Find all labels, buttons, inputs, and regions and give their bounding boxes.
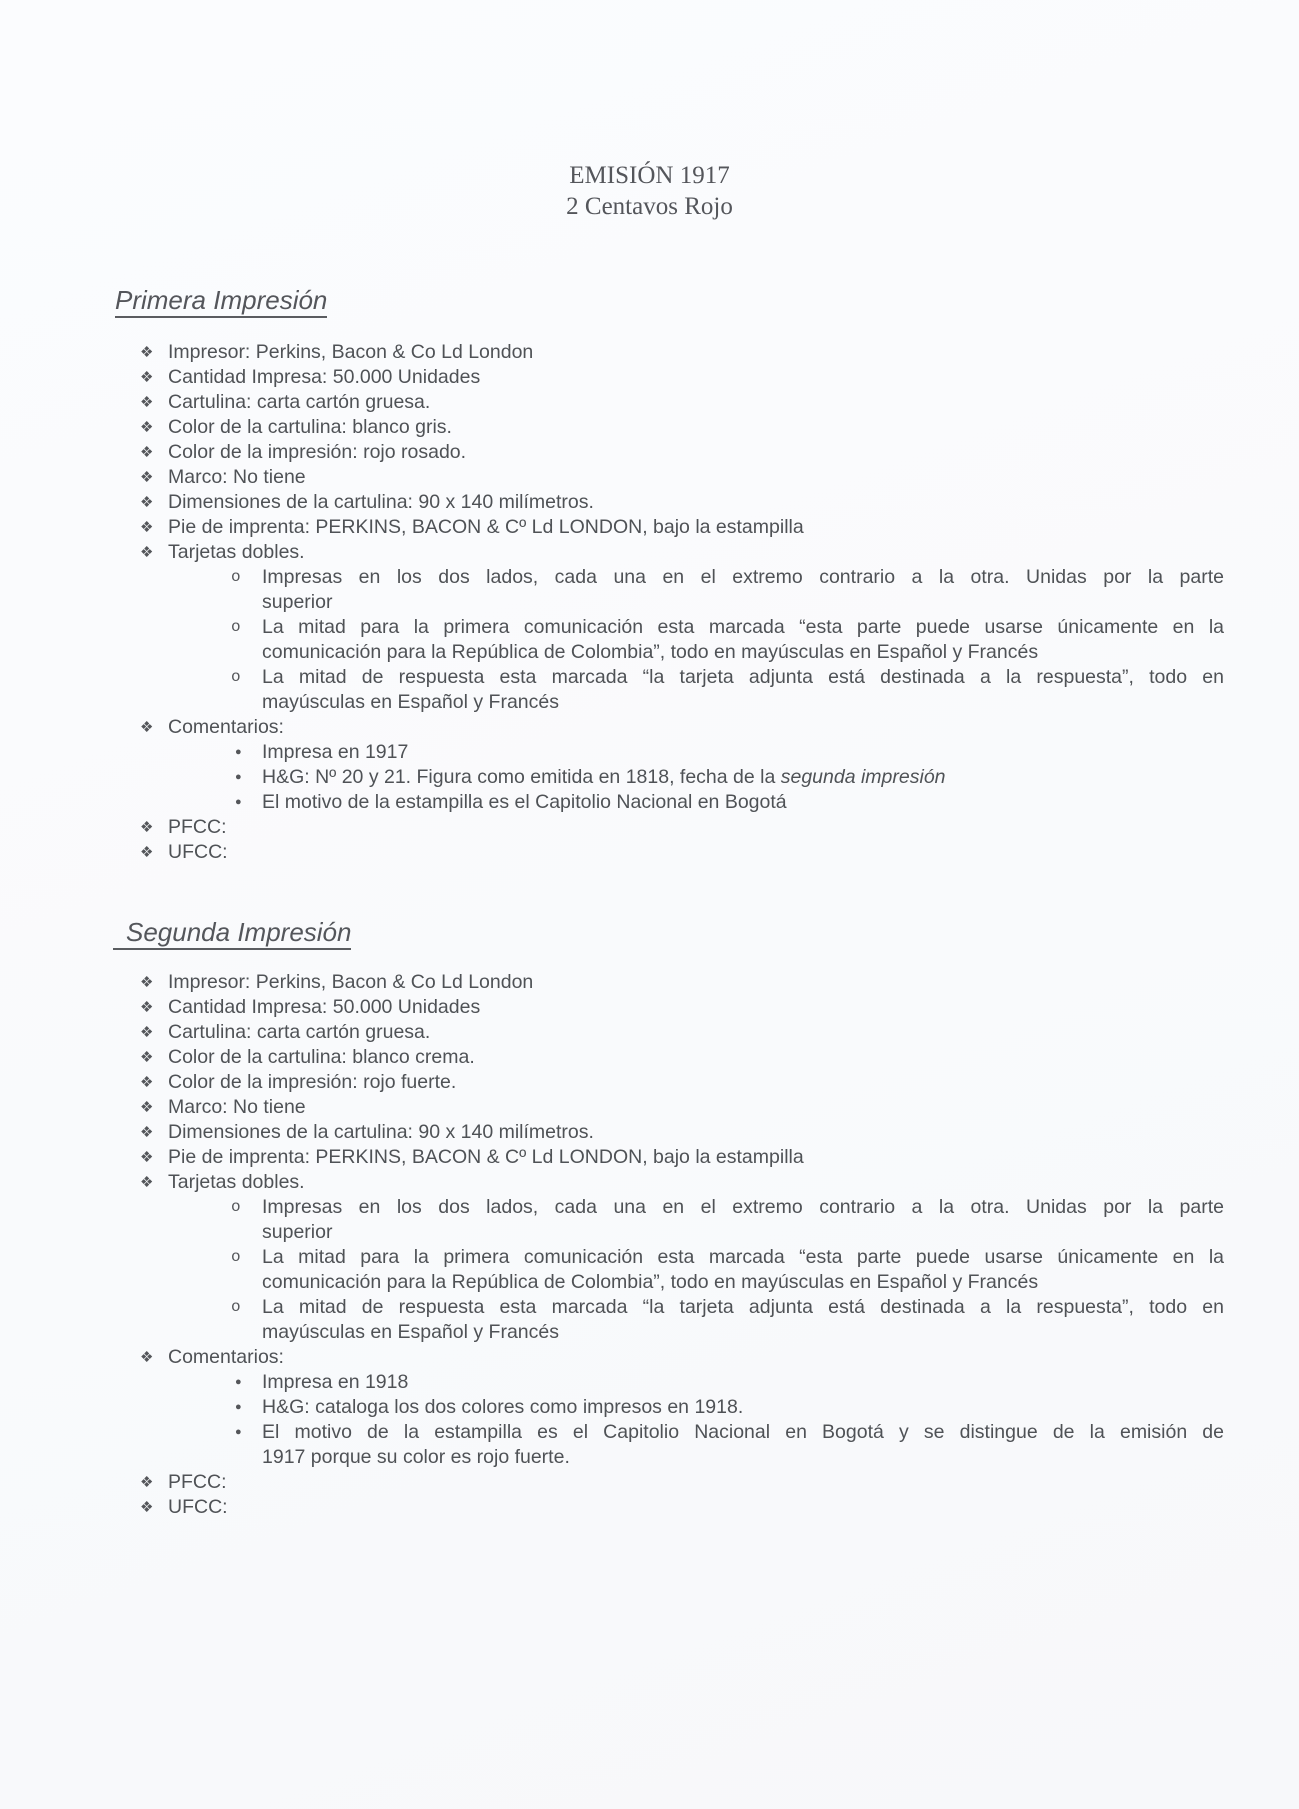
- list-item-text: Impresas en los dos lados, cada una en el extremo contrario a la otra. Unidas por la parte: [262, 1196, 1224, 1218]
- bullet-dot-icon: ●: [235, 1426, 242, 1438]
- list-item: [0, 1170, 1299, 1195]
- list-item: [0, 1045, 1299, 1070]
- list-item: [0, 970, 1299, 995]
- list-item-text: El motivo de la estampilla es el Capitolio Nacional en Bogotá: [262, 791, 787, 813]
- list-item: [0, 540, 1299, 565]
- list-item: [0, 840, 1299, 865]
- list-item: [0, 1370, 1299, 1395]
- bullet-dot-icon: ●: [235, 771, 242, 783]
- list-item-text: comunicación para la República de Colombia”, todo en mayúsculas en Español y Francés: [262, 1271, 1039, 1293]
- list-item-text: Cantidad Impresa: 50.000 Unidades: [168, 996, 481, 1018]
- bullet-diamond-icon: ❖: [140, 999, 154, 1016]
- bullet-diamond-icon: ❖: [140, 1474, 154, 1491]
- list-item: [0, 365, 1299, 390]
- bullet-diamond-icon: ❖: [140, 519, 154, 536]
- bullet-diamond-icon: ❖: [140, 719, 154, 736]
- list-item: [0, 1345, 1299, 1370]
- list-item: [0, 1195, 1299, 1245]
- list-item: [0, 995, 1299, 1020]
- bullet-diamond-icon: ❖: [140, 1049, 154, 1066]
- list-item: [0, 1395, 1299, 1420]
- list-item-text: Tarjetas dobles.: [168, 1171, 305, 1193]
- bullet-diamond-icon: ❖: [140, 1149, 154, 1166]
- list-item-text: Cartulina: carta cartón gruesa.: [168, 1021, 431, 1043]
- list-item-text: H&G: cataloga los dos colores como impresos en 1918.: [262, 1396, 744, 1418]
- bullet-circle-icon: o: [231, 1198, 241, 1216]
- bullet-diamond-icon: ❖: [140, 394, 154, 411]
- list-item-text: Impresor: Perkins, Bacon & Co Ld London: [168, 341, 534, 363]
- bullet-diamond-icon: ❖: [140, 844, 154, 861]
- bullet-dot-icon: ●: [235, 796, 242, 808]
- list-item-text: H&G: Nº 20 y 21. Figura como emitida en 1818, fecha de la segunda impresión: [262, 766, 946, 788]
- bullet-dot-icon: ●: [235, 746, 242, 758]
- list-item-text: mayúsculas en Español y Francés: [262, 1321, 559, 1343]
- list-item: [0, 1470, 1299, 1495]
- bullet-diamond-icon: ❖: [140, 1124, 154, 1141]
- bullet-diamond-icon: ❖: [140, 1024, 154, 1041]
- list-item: [0, 1145, 1299, 1170]
- section-heading-segunda: [113, 917, 351, 950]
- bullet-circle-icon: o: [231, 668, 241, 686]
- list-item: [0, 665, 1299, 715]
- section-heading-primera: [115, 285, 327, 318]
- list-item: [0, 390, 1299, 415]
- list-item-text: Comentarios:: [168, 716, 284, 738]
- list-item: [0, 1070, 1299, 1095]
- list-item: [0, 415, 1299, 440]
- bullet-dot-icon: ●: [235, 1376, 242, 1388]
- list-item: [0, 565, 1299, 615]
- bullet-diamond-icon: ❖: [140, 1074, 154, 1091]
- list-item-text: Impresa en 1917: [262, 741, 409, 763]
- list-item: [0, 340, 1299, 365]
- list-item: [0, 815, 1299, 840]
- list-item: [0, 740, 1299, 765]
- list-item-text: Color de la impresión: rojo fuerte.: [168, 1071, 457, 1093]
- document-title: [0, 160, 1299, 222]
- list-item-text: La mitad para la primera comunicación esta marcada “esta parte puede usarse únicamente en la: [262, 616, 1224, 638]
- list-item-text: Color de la cartulina: blanco gris.: [168, 416, 452, 438]
- list-item: [0, 790, 1299, 815]
- list-item: [0, 1420, 1299, 1470]
- section-heading-text: Segunda Impresión: [113, 917, 351, 950]
- list-item: [0, 490, 1299, 515]
- bullet-circle-icon: o: [231, 1248, 241, 1266]
- list-item-text: Impresas en los dos lados, cada una en el extremo contrario a la otra. Unidas por la parte: [262, 566, 1224, 588]
- bullet-diamond-icon: ❖: [140, 1174, 154, 1191]
- bullet-diamond-icon: ❖: [140, 469, 154, 486]
- list-item: [0, 515, 1299, 540]
- list-item-text: 1917 porque su color es rojo fuerte.: [262, 1446, 570, 1468]
- list-item-text: Impresor: Perkins, Bacon & Co Ld London: [168, 971, 534, 993]
- list-item-text: UFCC:: [168, 841, 228, 863]
- bullet-diamond-icon: ❖: [140, 444, 154, 461]
- section-heading-text: Primera Impresión: [115, 285, 327, 318]
- list-item-text: PFCC:: [168, 816, 227, 838]
- list-item: [0, 1245, 1299, 1295]
- list-item-text: comunicación para la República de Colombia”, todo en mayúsculas en Español y Francés: [262, 641, 1039, 663]
- title-line-1: EMISIÓN 1917: [569, 162, 730, 189]
- list-item-text: Impresa en 1918: [262, 1371, 409, 1393]
- list-item-text: Marco: No tiene: [168, 466, 306, 488]
- list-item-text: Color de la impresión: rojo rosado.: [168, 441, 467, 463]
- bullet-diamond-icon: ❖: [140, 494, 154, 511]
- bullet-diamond-icon: ❖: [140, 1099, 154, 1116]
- bullet-circle-icon: o: [231, 568, 241, 586]
- list-item-text: UFCC:: [168, 1496, 228, 1518]
- list-item-text: El motivo de la estampilla es el Capitolio Nacional en Bogotá y se distingue de la emisión de: [262, 1421, 1224, 1443]
- list-item-text: PFCC:: [168, 1471, 227, 1493]
- list-item: [0, 765, 1299, 790]
- list-item-text: La mitad de respuesta esta marcada “la tarjeta adjunta está destinada a la respuesta”, todo en: [262, 1296, 1224, 1318]
- list-item-text: La mitad para la primera comunicación esta marcada “esta parte puede usarse únicamente en la: [262, 1246, 1224, 1268]
- bullet-diamond-icon: ❖: [140, 419, 154, 436]
- bullet-diamond-icon: ❖: [140, 819, 154, 836]
- list-item: [0, 1095, 1299, 1120]
- bullet-diamond-icon: ❖: [140, 1499, 154, 1516]
- list-item: [0, 715, 1299, 740]
- bullet-circle-icon: o: [231, 1298, 241, 1316]
- list-item-text: Tarjetas dobles.: [168, 541, 305, 563]
- list-item-text: Pie de imprenta: PERKINS, BACON & Cº Ld LONDON, bajo la estampilla: [168, 1146, 804, 1168]
- list-item-text: Cartulina: carta cartón gruesa.: [168, 391, 431, 413]
- list-item-text: Dimensiones de la cartulina: 90 x 140 milímetros.: [168, 491, 594, 513]
- list-item-text: Pie de imprenta: PERKINS, BACON & Cº Ld LONDON, bajo la estampilla: [168, 516, 804, 538]
- bullet-diamond-icon: ❖: [140, 1349, 154, 1366]
- list-item-text: superior: [262, 1221, 333, 1243]
- list-item-text: La mitad de respuesta esta marcada “la tarjeta adjunta está destinada a la respuesta”, todo en: [262, 666, 1224, 688]
- bullet-circle-icon: o: [231, 618, 241, 636]
- bullet-diamond-icon: ❖: [140, 369, 154, 386]
- list-item: [0, 1495, 1299, 1520]
- list-item-text: superior: [262, 591, 333, 613]
- list-item: [0, 1295, 1299, 1345]
- list-item: [0, 1020, 1299, 1045]
- list-item: [0, 440, 1299, 465]
- list-item: [0, 615, 1299, 665]
- list-item: [0, 1120, 1299, 1145]
- list-item-text: Comentarios:: [168, 1346, 284, 1368]
- section-list-primera: [0, 340, 1299, 865]
- bullet-diamond-icon: ❖: [140, 974, 154, 991]
- list-item-text: Marco: No tiene: [168, 1096, 306, 1118]
- title-line-2: 2 Centavos Rojo: [566, 193, 733, 220]
- list-item: [0, 465, 1299, 490]
- bullet-diamond-icon: ❖: [140, 344, 154, 361]
- section-list-segunda: [0, 970, 1299, 1520]
- bullet-diamond-icon: ❖: [140, 544, 154, 561]
- list-item-text: mayúsculas en Español y Francés: [262, 691, 559, 713]
- list-item-text: Color de la cartulina: blanco crema.: [168, 1046, 475, 1068]
- list-item-text: Dimensiones de la cartulina: 90 x 140 milímetros.: [168, 1121, 594, 1143]
- list-item-text: Cantidad Impresa: 50.000 Unidades: [168, 366, 481, 388]
- bullet-dot-icon: ●: [235, 1401, 242, 1413]
